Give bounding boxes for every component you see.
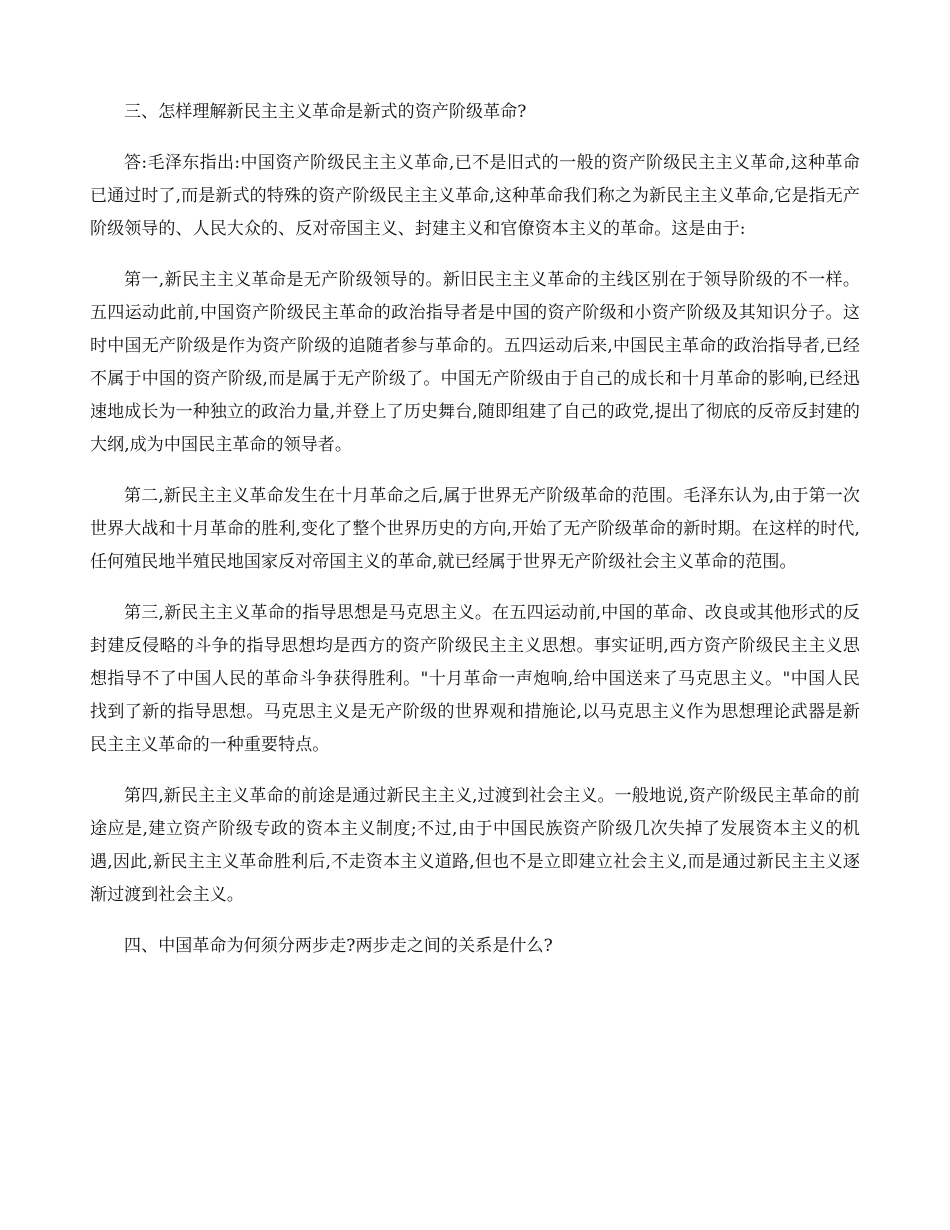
section-heading-four: 四、中国革命为何须分两步走?两步走之间的关系是什么? (124, 936, 553, 956)
document-body (90, 96, 860, 963)
answer-point-four: 第四,新民主主义革命的前途是通过新民主主义,过渡到社会主义。一般地说,资产阶级民主革命的前途应是,建立资产阶级专政的资本主义制度;不过,由于中国民族资产阶级几次失掉了发展资本主义的机遇,因此,新民主主义革命胜利后,不走资本主义道路,但也不是立即建立社会主义,而是通过新民主主义逐渐过渡到社会主义。 (90, 786, 860, 905)
answer-point-one: 第一,新民主主义革命是无产阶级领导的。新旧民主主义革命的主线区别在于领导阶级的不一样。五四运动此前,中国资产阶级民主革命的政治指导者是中国的资产阶级和小资产阶级及其知识分子。这时中国无产阶级是作为资产阶级的追随者参与革命的。五四运动后来,中国民主革命的政治指导者,已经不属于中国的资产阶级,而是属于无产阶级了。中国无产阶级由于自己的成长和十月革命的影响,已经迅速地成长为一种独立的政治力量,并登上了历史舞台,随即组建了自己的政党,提出了彻底的反帝反封建的大纲,成为中国民主革命的领导者。 (90, 270, 860, 455)
answer-paragraph-intro: 答:毛泽东指出:中国资产阶级民主主义革命,已不是旧式的一般的资产阶级民主主义革命,这种革命已通过时了,而是新式的特殊的资产阶级民主主义革命,这种革命我们称之为新民主主义革命,它是指无产阶级领导的、人民大众的、反对帝国主义、封建主义和官僚资本主义的革命。这是由于: (90, 153, 860, 239)
answer-point-two: 第二,新民主主义革命发生在十月革命之后,属于世界无产阶级革命的范围。毛泽东认为,由于第一次世界大战和十月革命的胜利,变化了整个世界历史的方向,开始了无产阶级革命的新时期。在这样的时代,任何殖民地半殖民地国家反对帝国主义的革命,就已经属于世界无产阶级社会主义革命的范围。 (90, 486, 860, 572)
section-heading-three: 三、怎样理解新民主主义革命是新式的资产阶级革命? (124, 102, 527, 122)
answer-point-three: 第三,新民主主义革命的指导思想是马克思主义。在五四运动前,中国的革命、改良或其他形式的反封建反侵略的斗争的指导思想均是西方的资产阶级民主主义思想。事实证明,西方资产阶级民主主义思想指导不了中国人民的革命斗争获得胜利。"十月革命一声炮响,给中国送来了马克思主义。"中国人民找到了新的指导思想。马克思主义是无产阶级的世界观和措施论,以马克思主义作为思想理论武器是新民主主义革命的一种重要特点。 (90, 603, 860, 755)
